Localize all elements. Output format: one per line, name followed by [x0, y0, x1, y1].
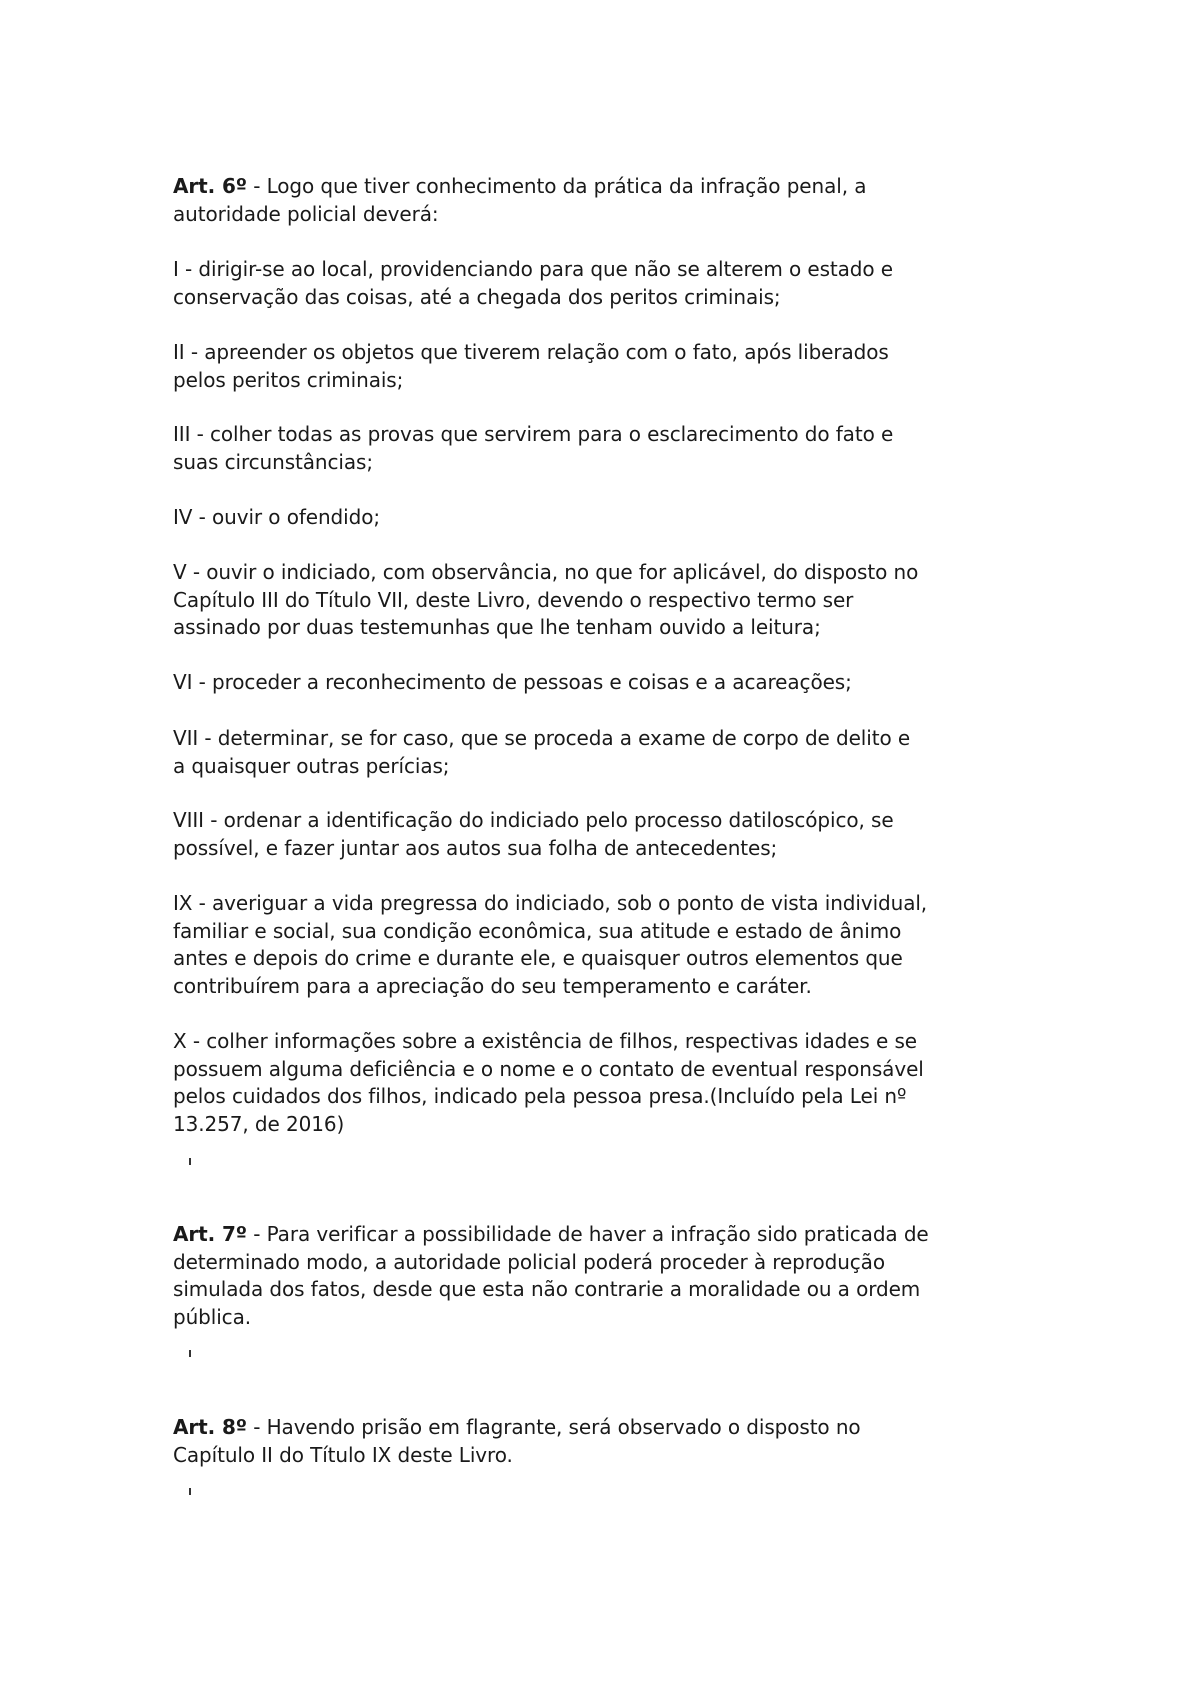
article-6-intro-text: - Logo que tiver conhecimento da prática da infração penal, a autoridade policial deverá: — [173, 174, 867, 226]
article-6-item-x: X - colher informações sobre a existência de filhos, respectivas idades e se possuem alguma deficiência e o nome e o contato de eventual responsável pelos cuidados dos filhos, indicado pela pessoa presa.(Incluído pela Lei nº 13.257, de 2016) — [173, 1029, 924, 1136]
article-6-intro — [173, 173, 1053, 228]
article-8-label: Art. 8º — [173, 1415, 247, 1439]
separator-mark — [189, 1488, 191, 1495]
article-7-label: Art. 7º — [173, 1222, 247, 1246]
article-7-text: - Para verificar a possibilidade de haver a infração sido praticada de determinado modo, a autoridade policial poderá proceder à reprodução simulada dos fatos, desde que esta não contrarie a moralidade ou a ordem pública. — [173, 1222, 929, 1329]
article-6-item-viii: VIII - ordenar a identificação do indiciado pelo processo datiloscópico, se possível, e fazer juntar aos autos sua folha de antecedentes; — [173, 808, 894, 860]
article-6-item-vii: VII - determinar, se for caso, que se proceda a exame de corpo de delito e a quaisquer outras perícias; — [173, 726, 911, 778]
separator-mark — [189, 1158, 191, 1165]
article-8 — [173, 1414, 1053, 1469]
article-6-item-ix: IX - averiguar a vida pregressa do indiciado, sob o ponto de vista individual, familiar e social, sua condição econômica, sua atitude e estado de ânimo antes e depois do crime e durante ele, e quaisquer outros elementos que contribuírem para a apreciação do seu temperamento e caráter. — [173, 891, 928, 998]
article-6-item-ii: II - apreender os objetos que tiverem relação com o fato, após liberados pelos peritos criminais; — [173, 340, 889, 392]
article-6-label: Art. 6º — [173, 174, 247, 198]
article-6-item-v: V - ouvir o indiciado, com observância, no que for aplicável, do disposto no Capítulo III do Título VII, deste Livro, devendo o respectivo termo ser assinado por duas testemunhas que lhe tenham ouvido a leitura; — [173, 560, 919, 640]
article-6-item-vi: VI - proceder a reconhecimento de pessoas e coisas e a acareações; — [173, 670, 852, 694]
article-7 — [173, 1221, 1053, 1331]
article-6-item-i: I - dirigir-se ao local, providenciando para que não se alterem o estado e conservação das coisas, até a chegada dos peritos criminais; — [173, 257, 894, 309]
article-6-item-iii: III - colher todas as provas que servirem para o esclarecimento do fato e suas circunstâncias; — [173, 422, 894, 474]
separator-mark — [189, 1350, 191, 1357]
article-6-item-iv: IV - ouvir o ofendido; — [173, 505, 380, 529]
article-8-text: - Havendo prisão em flagrante, será observado o disposto no Capítulo II do Título IX deste Livro. — [173, 1415, 861, 1467]
